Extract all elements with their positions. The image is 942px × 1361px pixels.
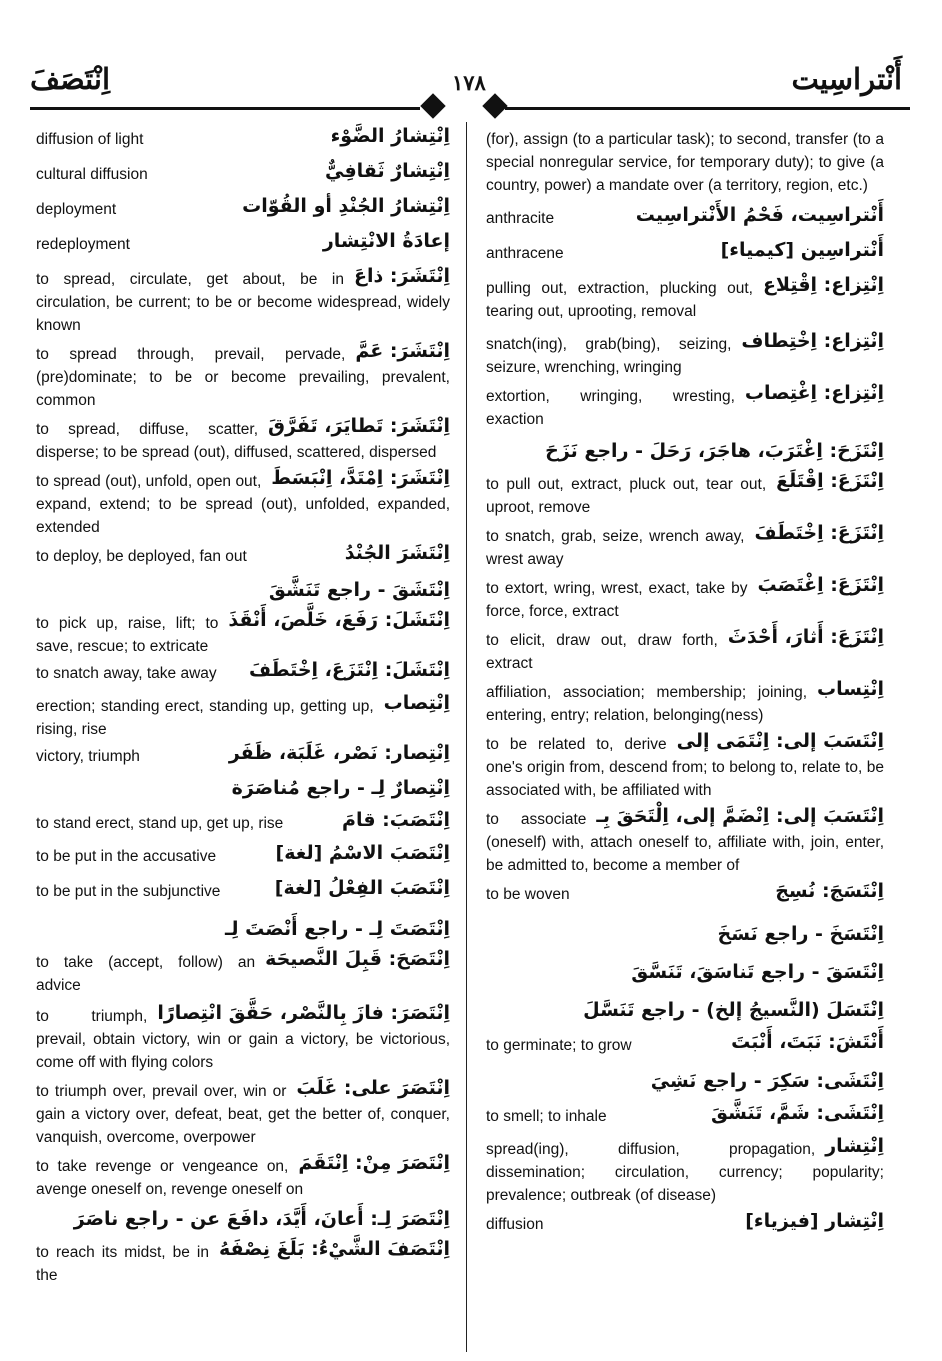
arabic-headword: اِنْتَسَبَ إلى: اِنْتَمَى إلى [676,730,884,752]
english-definition: to take (accept, follow) an advice [36,951,450,997]
english-definition: to spread, circulate, get about, be in circulation, be current; to be or become widespread, widely known [36,268,450,337]
dictionary-entry [486,437,884,465]
dictionary-entry [486,626,884,675]
dictionary-entry [486,1210,884,1236]
english-definition: to snatch, grab, seize, wrench away, wrest away [486,525,884,571]
arabic-headword: اِنْتِشارُ الجُنْدِ أو القُوّات [242,195,450,217]
arabic-headword: اِنْتِزاع: اِقْتِلاع [762,274,884,296]
arabic-headword: اِنْتِساب [817,678,884,700]
arabic-headword: اِنْتِشارُ الضَّوْء [330,125,450,147]
english-definition: diffusion [486,1213,884,1236]
english-definition: to spread through, prevail, pervade, (pre)dominate; to be or become prevailing, prevalent, common [36,343,450,412]
arabic-headword: أَنْتراسِيت، فَحْمُ الأَنْتراسِيت [635,204,884,226]
english-definition: spread(ing), diffusion, propagation, dissemination; circulation, currency; popularity; prevalence; outbreak (of disease) [486,1138,884,1207]
dictionary-entry [486,880,884,906]
english-definition: redeployment [36,233,450,256]
dictionary-entry [486,470,884,519]
dictionary-entry [36,1152,450,1201]
english-definition: to elicit, draw out, draw forth, extract [486,629,884,675]
english-definition: to spread, diffuse, scatter, disperse; to be spread (out), diffused, scattered, dispersed [36,418,450,464]
arabic-headword: اِنْتَشَرَ: اِمْتَدَّ، اِنْبَسَطَ [271,467,450,489]
dictionary-entry [486,382,884,431]
arabic-cross-reference: اِنْتَشَى: سَكِرَ - راجع نَشِيَ [650,1070,884,1092]
diamond-ornament-icon [420,93,445,118]
arabic-headword: اِنْتَشَى: شَمَّ، تَنَشَّقَ [711,1102,884,1124]
arabic-headword: اِنْتَشَرَ الجُنْدُ [344,542,450,564]
arabic-cross-reference: اِنْتَسَقَ - راجع تَناسَقَ، تَنَسَّقَ [631,961,884,983]
dictionary-entry [36,576,450,604]
english-definition: victory, triumph [36,745,450,768]
arabic-headword: اِنْتَزَعَ: أَثارَ، أَحْدَثَ [727,626,884,648]
english-definition: to smell; to inhale [486,1105,884,1128]
arabic-headword: اِنْتَصَرَ على: غَلَبَ [296,1077,450,1099]
arabic-headword: اِنْتَصَرَ مِنْ: اِنْتَقَمَ [298,1152,450,1174]
english-definition: to be put in the accusative [36,845,450,868]
dictionary-entry [36,125,450,151]
english-definition: to be woven [486,883,884,906]
arabic-headword: اِنْتَشَرَ: ذاعَ [353,265,450,287]
english-definition: (for), assign (to a particular task); to second, transfer (to a special nonregular service, for temporary duty); to give (a country, power) a mandate over (a territory, region, etc.) [486,131,884,194]
dictionary-entry [36,742,450,768]
dictionary-entry [36,160,450,186]
running-head-right: أَنْتراسِيت [791,62,902,96]
left-column [36,125,450,1291]
arabic-headword: إعادَةُ الانْتِشار [322,230,450,252]
arabic-headword: اِنْتِشارٌ ثَقافِيٌّ [324,160,450,182]
arabic-headword: اِنْتَشَرَ: تَطايَرَ، تَفَرَّقَ [268,415,450,437]
english-definition: affiliation, association; membership; joining, entering, entry; relation, belonging(ness) [486,681,884,727]
dictionary-entry [486,274,884,323]
arabic-cross-reference: اِنْتَزَحَ: اِغْتَرَبَ، هاجَرَ، رَحَلَ - راجع نَزَحَ [545,440,884,462]
arabic-headword: اِنْتَصَرَ: فازَ بِالنَّصْر، حَقَّقَ انْتِصارًا [157,1002,450,1024]
english-definition: diffusion of light [36,128,450,151]
dictionary-entry [486,996,884,1024]
english-definition: anthracite [486,207,884,230]
dictionary-entry [36,1002,450,1074]
arabic-headword: أَنْتراسِين [كيمياء] [720,239,884,261]
arabic-headword: اِنْتَزَعَ: اِغْتَصَبَ [757,574,884,596]
arabic-cross-reference: اِنْتَصَتَ لِـ - راجع أَنْصَتَ لِـ [224,918,450,940]
arabic-headword: اِنْتَزَعَ: اِقْتَلَعَ [776,470,884,492]
arabic-headword: اِنْتَصَبَ: قامَ [342,809,450,831]
dictionary-entry [486,730,884,802]
english-definition: extortion, wringing, wresting, exaction [486,385,884,431]
arabic-headword: اِنْتَشَرَ: عَمَّ [355,340,450,362]
english-definition: erection; standing erect, standing up, getting up, rising, rise [36,695,450,741]
english-definition: to be put in the subjunctive [36,880,450,903]
arabic-headword: اِنْتِصاب [383,692,450,714]
dictionary-entry [486,1031,884,1057]
header-rule-right [505,107,910,110]
arabic-headword: اِنْتِشار [فيزياء] [745,1210,884,1232]
arabic-headword: اِنْتَسَبَ إلى: اِنْضَمَّ إلى، اِلْتَحَقَ بِـ [596,805,884,827]
arabic-cross-reference: اِنْتَسَلَ (النَّسيجُ إلخ) - راجع تَنَسَّلَ [583,999,884,1021]
english-definition: to snatch away, take away [36,662,450,685]
dictionary-entry [36,1205,450,1233]
dictionary-entry [36,340,450,412]
english-definition: to stand erect, stand up, get up, rise [36,812,450,835]
english-definition: to be related to, derive one's origin from, descend from; to belong to, relate to, be associated with, be affiliated with [486,733,884,802]
dictionary-entry [36,542,450,568]
arabic-cross-reference: اِنْتِصارٌ لِـ - راجع مُناصَرَة [231,777,450,799]
english-definition: snatch(ing), grab(bing), seizing, seizure, wrenching, wringing [486,333,884,379]
dictionary-entry [486,522,884,571]
arabic-headword: اِنْتَزَعَ: اِخْتَطَفَ [754,522,884,544]
english-definition: deployment [36,198,450,221]
arabic-headword: اِنْتِزاع: اِغْتِصاب [744,382,884,404]
arabic-cross-reference: اِنْتَشَقَ - راجع تَنَشَّقَ [268,579,450,601]
arabic-headword: اِنْتَشَلَ: اِنْتَزَعَ، اِخْتَطَفَ [248,659,450,681]
dictionary-entry [486,1135,884,1207]
dictionary-entry [486,128,884,197]
header-rule-left [30,107,420,110]
arabic-headword: اِنْتَصَفَ الشَّيْءُ: بَلَغَ نِصْفَهُ [218,1238,450,1260]
dictionary-entry [36,692,450,741]
english-definition: to pick up, raise, lift; to save, rescue; to extricate [36,612,450,658]
dictionary-entry [36,195,450,221]
diamond-ornament-icon [482,93,507,118]
english-definition: to spread (out), unfold, open out, expand, extend; to be spread (out), unfolded, expanded, extended [36,470,450,539]
dictionary-entry [36,1238,450,1287]
dictionary-entry [36,415,450,464]
arabic-headword: اِنْتَصَبَ الفِعْلُ [لغة] [274,877,450,899]
dictionary-entry [36,809,450,835]
arabic-headword: اِنْتَصَبَ الاسْمُ [لغة] [275,842,450,864]
dictionary-entry [486,239,884,265]
column-divider [466,122,467,1352]
arabic-headword: أَنْتَشَ: نَبَتَ، أَنْبَتَ [731,1031,884,1053]
arabic-headword: اِنْتِصار: نَصْر، غَلَبَة، ظَفَر [228,742,450,764]
dictionary-entry [486,678,884,727]
english-definition: to reach its midst, be in the [36,1241,450,1287]
english-definition: to deploy, be deployed, fan out [36,545,450,568]
dictionary-entry [486,1067,884,1095]
arabic-headword: اِنْتِزاع: اِخْتِطاف [741,330,884,352]
dictionary-entry [486,805,884,877]
dictionary-entry [36,948,450,997]
arabic-headword: اِنْتَشَلَ: رَفَعَ، خَلَّصَ، أَنْقَذَ [228,609,450,631]
dictionary-entry [486,574,884,623]
dictionary-entry [36,1077,450,1149]
arabic-headword: اِنْتَسَجَ: نُسِجَ [775,880,884,902]
dictionary-entry [36,467,450,539]
arabic-cross-reference: اِنْتَسَخَ - راجع نَسَخَ [717,923,884,945]
dictionary-entry [36,659,450,685]
arabic-headword: اِنْتَصَحَ: قَبِلَ النَّصيحَة [265,948,450,970]
arabic-cross-reference: اِنْتَصَرَ لِـ: أَعانَ، أَيَّدَ، دافَعَ عن - راجع ناصَرَ [73,1208,450,1230]
english-definition: anthracene [486,242,884,265]
dictionary-entry [36,842,450,868]
english-definition: to triumph over, prevail over, win or gain a victory over, defeat, beat, get the better of, conquer, vanquish, overcome, overpower [36,1080,450,1149]
english-definition: to germinate; to grow [486,1034,884,1057]
english-definition: pulling out, extraction, plucking out, tearing out, uprooting, removal [486,277,884,323]
english-definition: to associate (oneself) with, attach oneself to, affiliate with, join, enter, be admitted to, become a member of [486,808,884,877]
right-column [486,128,884,1240]
dictionary-entry [486,958,884,986]
dictionary-entry [486,330,884,379]
dictionary-entry [486,920,884,948]
dictionary-entry [36,609,450,658]
dictionary-entry [486,204,884,230]
english-definition: to triumph, prevail, obtain victory, win or gain a victory, be victorious, come off with flying colors [36,1005,450,1074]
english-definition: to extort, wring, wrest, exact, take by force, force, extract [486,577,884,623]
english-definition: to pull out, extract, pluck out, tear out, uproot, remove [486,473,884,519]
arabic-headword: اِنْتِشار [825,1135,884,1157]
dictionary-entry [36,774,450,802]
dictionary-entry [36,230,450,256]
english-definition: to take revenge or vengeance on, avenge oneself on, revenge oneself on [36,1155,450,1201]
english-definition: cultural diffusion [36,163,450,186]
dictionary-entry [486,1102,884,1128]
dictionary-entry [36,915,450,943]
page-number: ١٧٨ [452,70,486,95]
dictionary-entry [36,877,450,903]
dictionary-entry [36,265,450,337]
running-head-left: اِنْتَصَفَ [30,62,111,96]
